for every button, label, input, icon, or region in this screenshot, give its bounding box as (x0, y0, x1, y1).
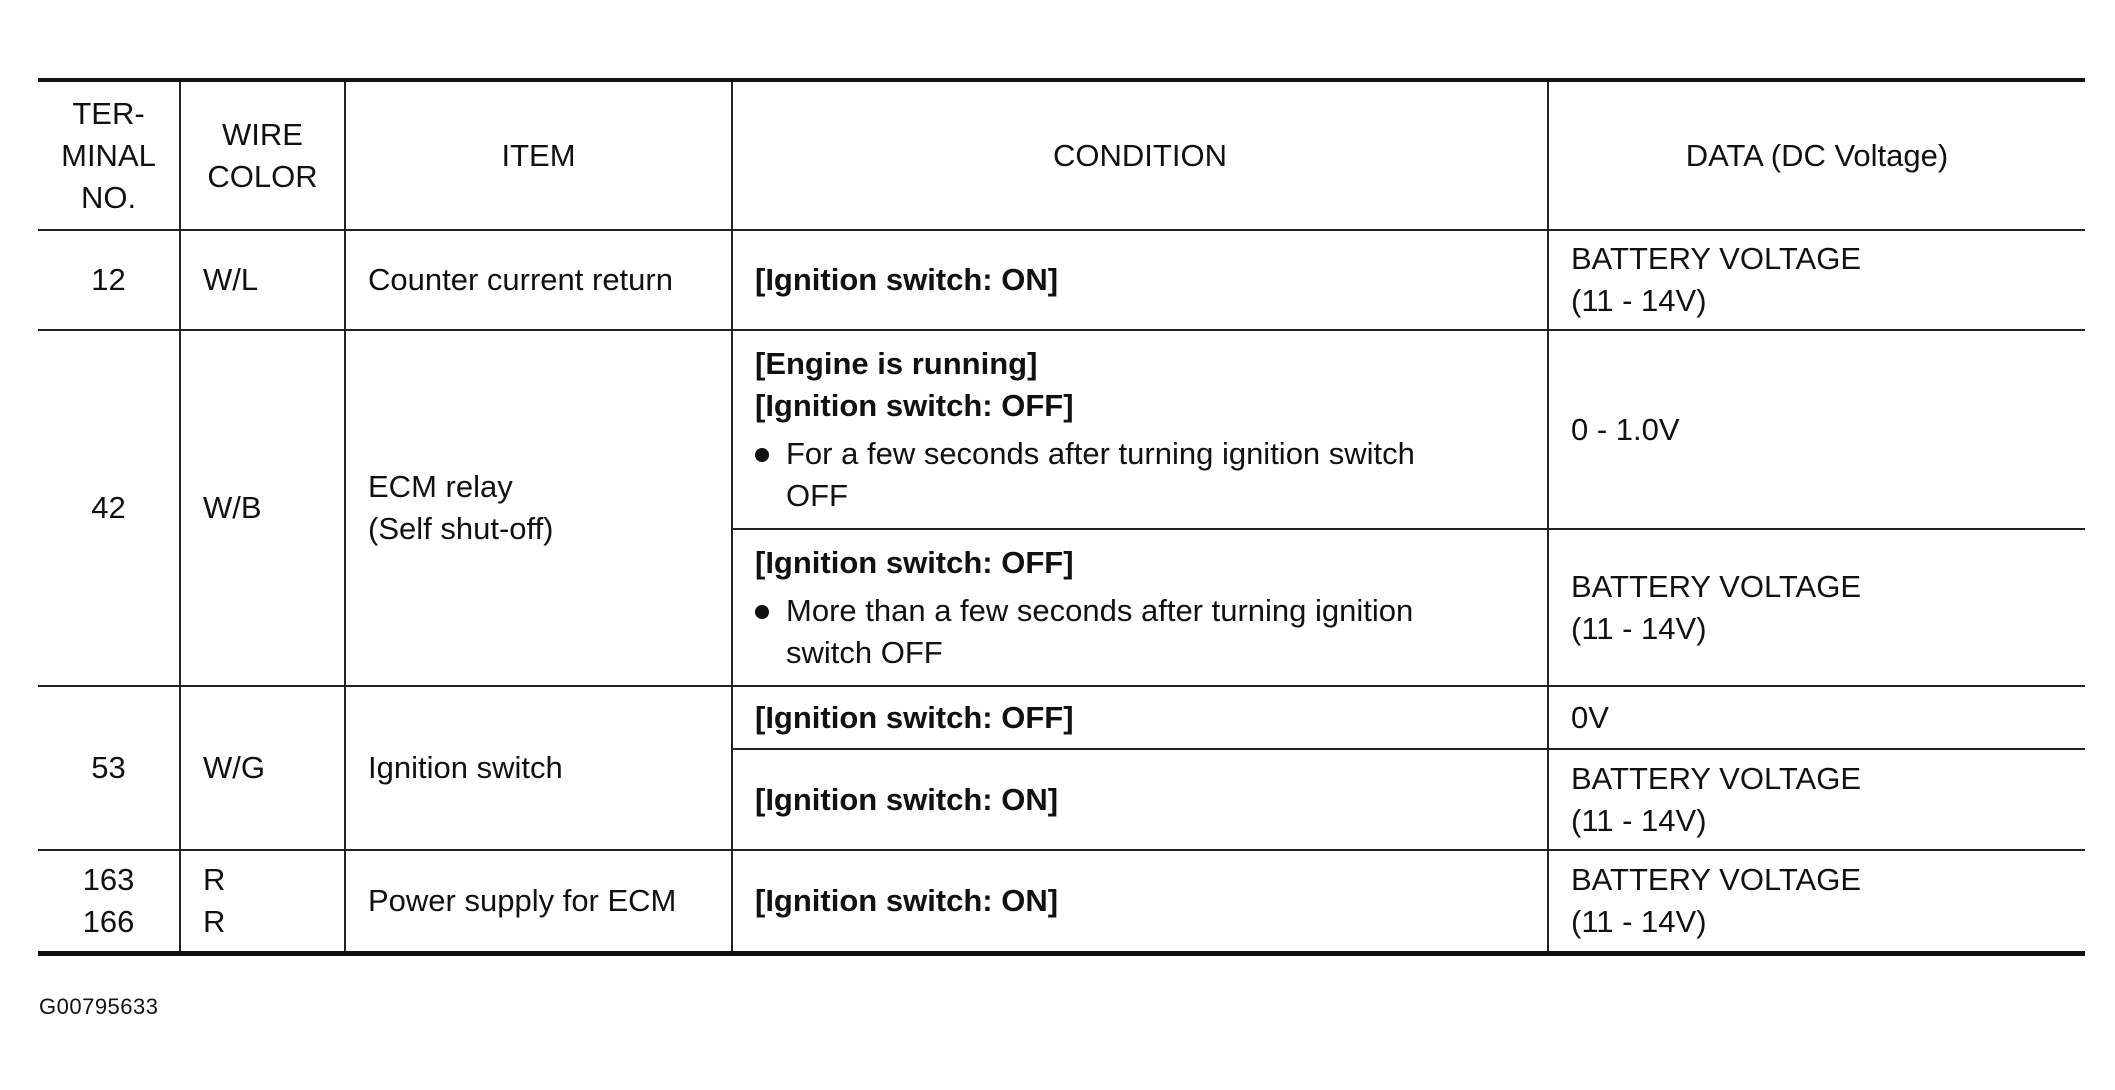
wire-color-cell: W/B (180, 330, 345, 686)
item-cell: Counter current return (345, 230, 732, 330)
condition-cell: [Ignition switch: ON] (732, 749, 1548, 850)
data-cell: BATTERY VOLTAGE (11 - 14V) (1548, 529, 2085, 686)
item-cell: Ignition switch (345, 686, 732, 850)
data-cell: 0V (1548, 686, 2085, 749)
data-cell: 0 - 1.0V (1548, 330, 2085, 529)
table-row (38, 686, 2085, 749)
wire-color-cell: R R (180, 850, 345, 954)
data-cell: BATTERY VOLTAGE (11 - 14V) (1548, 749, 2085, 850)
condition-cell: [Ignition switch: OFF] More than a few seconds after turning ignition switch OFF (732, 529, 1548, 686)
condition-bullet: For a few seconds after turning ignition switch OFF (755, 433, 1529, 517)
condition-cell: [Ignition switch: ON] (732, 850, 1548, 954)
data-cell: BATTERY VOLTAGE (11 - 14V) (1548, 850, 2085, 954)
table-row (38, 230, 2085, 330)
data-cell: BATTERY VOLTAGE (11 - 14V) (1548, 230, 2085, 330)
terminal-no-cell: 12 (38, 230, 180, 330)
bullet-icon (755, 448, 769, 462)
terminal-no-cell: 42 (38, 330, 180, 686)
item-cell: Power supply for ECM (345, 850, 732, 954)
terminal-no-cell: 163 166 (38, 850, 180, 954)
condition-bullet: More than a few seconds after turning ignition switch OFF (755, 590, 1529, 674)
figure-code: G00795633 (39, 994, 159, 1019)
wire-color-cell: W/L (180, 230, 345, 330)
table-row (38, 850, 2085, 954)
table-row (38, 330, 2085, 529)
condition-cell: [Ignition switch: OFF] (732, 686, 1548, 749)
item-cell: ECM relay (Self shut-off) (345, 330, 732, 686)
terminal-no-cell: 53 (38, 686, 180, 850)
condition-cell: [Engine is running] [Ignition switch: OFF] For a few seconds after turning ignition switch OFF (732, 330, 1548, 529)
header-condition: CONDITION (732, 80, 1548, 230)
header-terminal-no: TER- MINAL NO. (38, 80, 180, 230)
condition-cell: [Ignition switch: ON] (732, 230, 1548, 330)
ecm-terminal-table (38, 78, 2085, 956)
bullet-icon (755, 605, 769, 619)
wire-color-cell: W/G (180, 686, 345, 850)
header-wire-color: WIRE COLOR (180, 80, 345, 230)
header-row (38, 80, 2085, 230)
header-data: DATA (DC Voltage) (1548, 80, 2085, 230)
header-item: ITEM (345, 80, 732, 230)
